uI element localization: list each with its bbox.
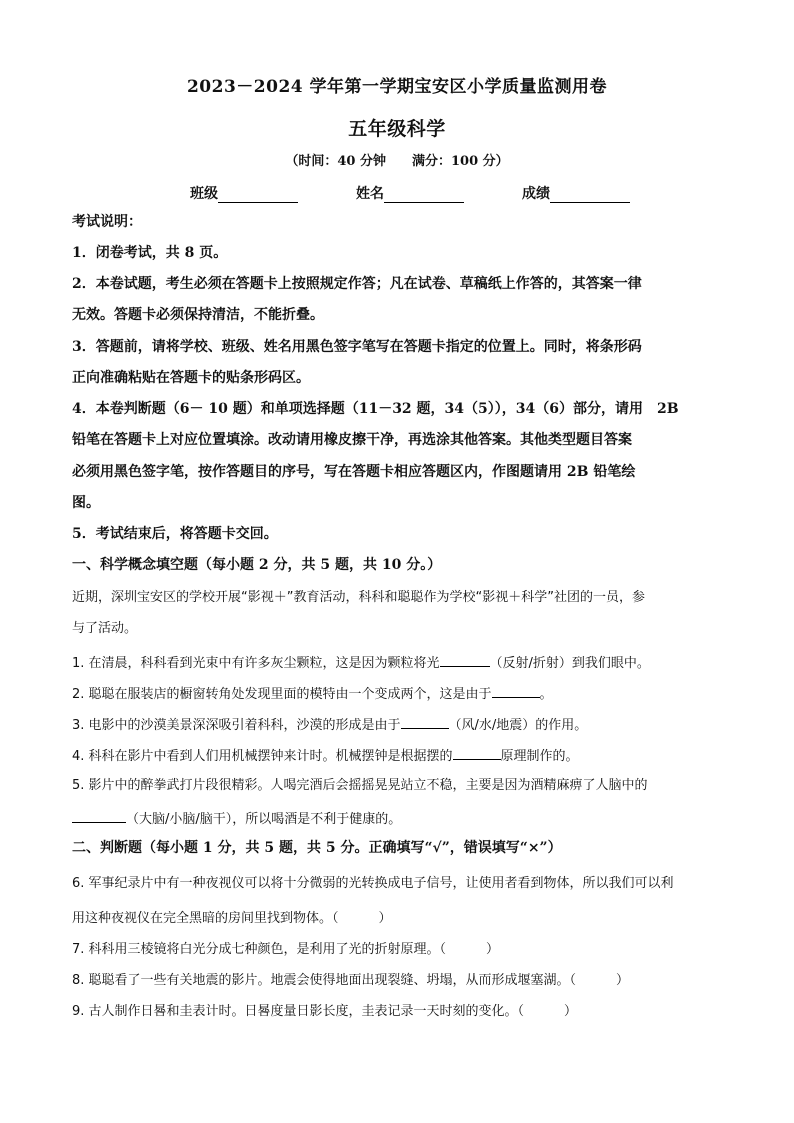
section1-intro: 与了活动。 — [72, 621, 138, 636]
class-blank[interactable] — [218, 187, 298, 203]
instructions-heading: 考试说明： — [72, 214, 142, 230]
exam-title: 2023－2024 学年第一学期宝安区小学质量监测用卷 — [186, 77, 608, 97]
answer-blank-4[interactable] — [453, 746, 501, 760]
instruction-line: 1．闭卷考试，共 8 页。 — [72, 245, 228, 261]
question-9: 9. 古人制作日晷和圭表计时。日晷度量日影长度，圭表记录一天时刻的变化。（ ） — [72, 1004, 578, 1019]
exam-subtitle: 五年级科学 — [348, 118, 446, 140]
instruction-line: 5．考试结束后，将答题卡交回。 — [72, 526, 278, 542]
section2-heading: 二、判断题（每小题 1 分，共 5 题，共 5 分。正确填写“√”，错误填写“×”） — [72, 840, 562, 856]
instruction-line: 2．本卷试题，考生必须在答题卡上按照规定作答；凡在试卷、草稿纸上作答的，其答案一律 — [72, 276, 642, 292]
question-5: 5. 影片中的醉拳武打片段很精彩。人喝完酒后会摇摇晃晃站立不稳，主要是因为酒精麻痹了人脑中的 — [72, 778, 648, 793]
name-blank[interactable] — [384, 187, 464, 203]
question-2: 2. 聪聪在服装店的橱窗转角处发现里面的模特由一个变成两个，这是由于 。 — [72, 684, 724, 703]
question-5-cont: （大脑/小脑/脑干），所以喝酒是不利于健康的。 — [72, 809, 724, 828]
score-field: 成绩 — [522, 183, 630, 203]
class-field: 班级 — [190, 183, 298, 203]
instruction-line: 必须用黑色签字笔，按作答题目的序号，写在答题卡相应答题区内，作图题请用 2B 铅笔绘 — [72, 464, 636, 480]
answer-blank-1[interactable] — [440, 653, 490, 667]
section1-heading: 一、科学概念填空题（每小题 2 分，共 5 题，共 10 分。） — [72, 557, 442, 573]
question-6: 6. 军事纪录片中有一种夜视仪可以将十分微弱的光转换成电子信号，让使用者看到物体，所以我们可以利 — [72, 876, 674, 891]
instruction-line: 4．本卷判断题（6－ 10 题）和单项选择题（11－32 题，34（5）），34（6）部分，请用 2B — [72, 401, 679, 417]
instruction-line: 3．答题前，请将学校、班级、姓名用黑色签字笔写在答题卡指定的位置上。同时，将条形码 — [72, 339, 642, 355]
instruction-line: 铅笔在答题卡上对应位置填涂。改动请用橡皮擦干净，再选涂其他答案。其他类型题目答案 — [72, 432, 632, 448]
question-7: 7. 科科用三棱镜将白光分成七种颜色，是利用了光的折射原理。（ ） — [72, 942, 500, 957]
name-field: 姓名 — [356, 183, 464, 203]
answer-blank-3[interactable] — [401, 715, 449, 729]
question-4: 4. 科科在影片中看到人们用机械摆钟来计时。机械摆钟是根据摆的 原理制作的。 — [72, 746, 724, 765]
question-3: 3. 电影中的沙漠美景深深吸引着科科，沙漠的形成是由于 （风/水/地震）的作用。 — [72, 715, 724, 734]
student-info-line — [190, 183, 630, 203]
time-info: （时间：40 分钟 满分：100 分） — [285, 154, 509, 169]
instruction-line: 正向准确粘贴在答题卡的贴条形码区。 — [72, 370, 310, 386]
instruction-line: 图。 — [72, 495, 100, 511]
answer-blank-2[interactable] — [492, 684, 540, 698]
question-8: 8. 聪聪看了一些有关地震的影片。地震会使得地面出现裂缝、坍塌，从而形成堰塞湖。（ ） — [72, 973, 630, 988]
question-1: 1. 在清晨，科科看到光束中有许多灰尘颗粒，这是因为颗粒将光 （反射/折射）到我们眼中。 — [72, 653, 724, 672]
question-6-cont: 用这种夜视仪在完全黑暗的房间里找到物体。（ ） — [72, 911, 392, 926]
score-blank[interactable] — [550, 187, 630, 203]
answer-blank-5[interactable] — [72, 809, 126, 823]
instruction-line: 无效。答题卡必须保持清洁，不能折叠。 — [72, 307, 324, 323]
section1-intro: 近期，深圳宝安区的学校开展“影视＋”教育活动，科科和聪聪作为学校“影视＋科学”社团的一员，参 — [72, 590, 645, 605]
